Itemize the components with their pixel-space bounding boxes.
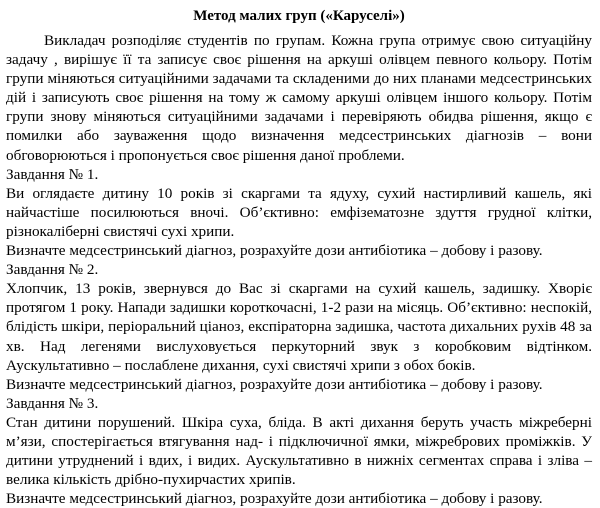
task-1-text: Ви оглядаєте дитину 10 років зі скаргами та ядуху, сухий настирливий кашель, які найчастіше посилюються вночі. Об’єктивно: емфізематозне здуття грудної клітки, різнокаліберні свистячі сухі хрипи. xyxy=(6,184,592,240)
document-page xyxy=(6,2,592,508)
task-3-text: Стан дитини порушений. Шкіра суха, бліда. В акті дихання беруть участь міжреберні м’язи, спостерігається втягування над- і підключичної ямки, міжребрових проміжків. У дитини утруднений і вдих, і видих. Аускультативно в нижніх сегментах справа і зліва – велика кількість дрібно-пухирчастих хрипів. xyxy=(6,413,592,489)
task-3-question: Визначте медсестринський діагноз, розрахуйте дози антибіотика – добову і разову. xyxy=(6,490,543,508)
intro-paragraph: Викладач розподіляє студентів по групам. Кожна група отримує свою ситуаційну задачу , вирішує її та записує своє рішення на аркуші олівцем певного кольору. Потім групи міняються ситуаційними задачами та складеними до них планами медсестринських дій і записують своє рішення на тому ж самому аркуші олівцем іншого кольору. Потім групи знову міняються ситуаційними задачами і перевіряють обидва рішення, якщо є помилки або зауваження щодо визначення медсестринських діагнозів – вони обговорюються і пропонується своє рішення даної проблеми. xyxy=(6,32,592,164)
task-1-question: Визначте медсестринський діагноз, розрахуйте дози антибіотика – добову і разову. xyxy=(6,242,543,260)
task-1-heading: Завдання № 1. xyxy=(6,165,99,183)
task-2-heading: Завдання № 2. xyxy=(6,261,99,279)
task-2-text: Хлопчик, 13 років, звернувся до Вас зі скаргами на сухий кашель, задишку. Хворіє протягом 1 року. Напади задишки короткочасні, 1-2 рази на місяць. Об’єктивно: неспокій, блідість шкіри, періоральний ціаноз, експіраторна задишка, частота дихальних рухів 48 за хв. Над легенями вислуховується перкуторний звук з коробковим відтінком. Аускультативно – послаблене дихання, сухі свистячі хрипи з обох боків. xyxy=(6,280,592,374)
page-title: Метод малих груп («Каруселі») xyxy=(193,8,405,24)
task-3-heading: Завдання № 3. xyxy=(6,394,99,412)
task-2-question: Визначте медсестринський діагноз, розрахуйте дози антибіотика – добову і разову. xyxy=(6,375,543,393)
